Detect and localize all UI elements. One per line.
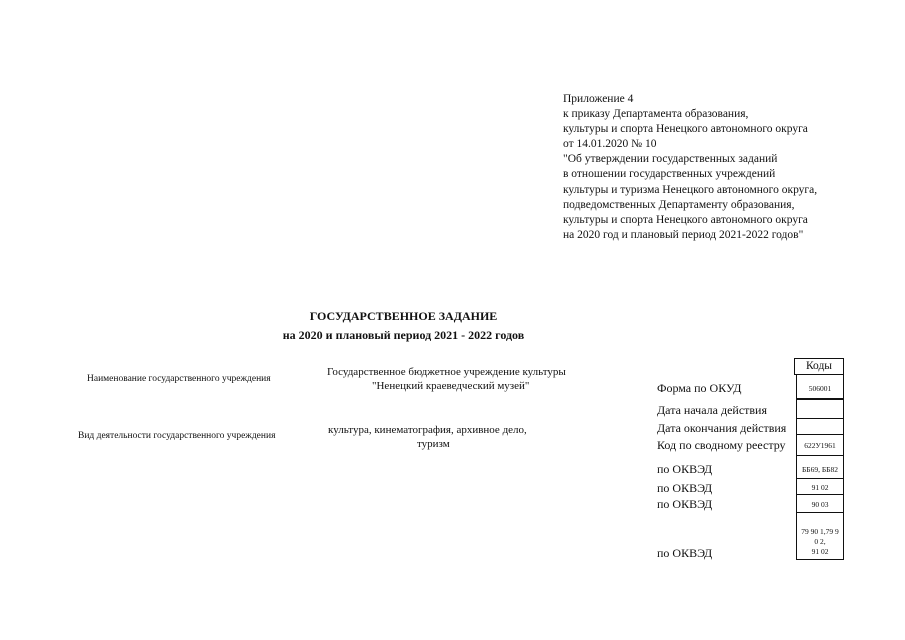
- okved-label-3: по ОКВЭД: [657, 497, 713, 511]
- okved-code-2: 91 02: [811, 483, 829, 492]
- activity-label: Вид деятельности государственного учреждения: [78, 431, 276, 441]
- document-subtitle: на 2020 и плановый период 2021 - 2022 годов: [282, 328, 525, 342]
- okved-code-4-line3: 91 02: [811, 547, 829, 556]
- appendix-line: Приложение 4: [563, 93, 634, 105]
- start-date-label: Дата начала действия: [657, 403, 767, 417]
- registry-code: 622У1961: [804, 441, 836, 450]
- registry-label: Код по сводному реестру: [657, 438, 786, 452]
- appendix-block: [563, 92, 817, 243]
- table-divider: [796, 512, 844, 513]
- codes-header: Коды: [794, 358, 844, 375]
- appendix-line: к приказу Департамента образования,: [563, 108, 749, 121]
- okved-code-4-line2: 0 2,: [814, 537, 826, 546]
- institution-name-line1: Государственное бюджетное учреждение культуры: [327, 366, 566, 378]
- document-title: ГОСУДАРСТВЕННОЕ ЗАДАНИЕ: [309, 309, 498, 323]
- appendix-line: культуры и туризма Ненецкого автономного округа,: [563, 183, 818, 196]
- institution-name-line2: "Ненецкий краеведческий музей": [372, 380, 530, 392]
- table-divider: [796, 455, 844, 456]
- appendix-line: на 2020 год и плановый период 2021-2022 годов": [563, 228, 804, 241]
- okved-label-4: по ОКВЭД: [657, 546, 713, 560]
- table-divider: [796, 494, 844, 495]
- appendix-line: культуры и спорта Ненецкого автономного округа: [563, 123, 808, 136]
- appendix-line: в отношении государственных учреждений: [563, 168, 776, 181]
- okud-code: 506001: [808, 384, 832, 393]
- appendix-line: подведомственных Департаменту образования,: [563, 198, 795, 211]
- okud-label: Форма по ОКУД: [657, 381, 742, 395]
- okved-code-3: 90 03: [811, 500, 829, 509]
- activity-value-line2: туризм: [417, 438, 450, 450]
- end-date-label: Дата окончания действия: [657, 421, 787, 435]
- activity-value-line1: культура, кинематография, архивное дело,: [328, 424, 527, 436]
- institution-label: Наименование государственного учреждения: [87, 374, 271, 384]
- appendix-line: от 14.01.2020 № 10: [563, 138, 657, 151]
- appendix-line: культуры и спорта Ненецкого автономного округа: [563, 213, 808, 226]
- okved-label-2: по ОКВЭД: [657, 481, 713, 495]
- table-divider: [796, 418, 844, 419]
- table-divider: [796, 398, 844, 400]
- table-divider: [796, 434, 844, 435]
- okved-code-1: ББ69, ББ82: [802, 465, 838, 474]
- okved-label-1: по ОКВЭД: [657, 462, 713, 476]
- okved-code-4-line1: 79 90 1,79 9: [801, 527, 839, 536]
- appendix-line: "Об утверждении государственных заданий: [563, 153, 778, 166]
- table-divider: [796, 478, 844, 479]
